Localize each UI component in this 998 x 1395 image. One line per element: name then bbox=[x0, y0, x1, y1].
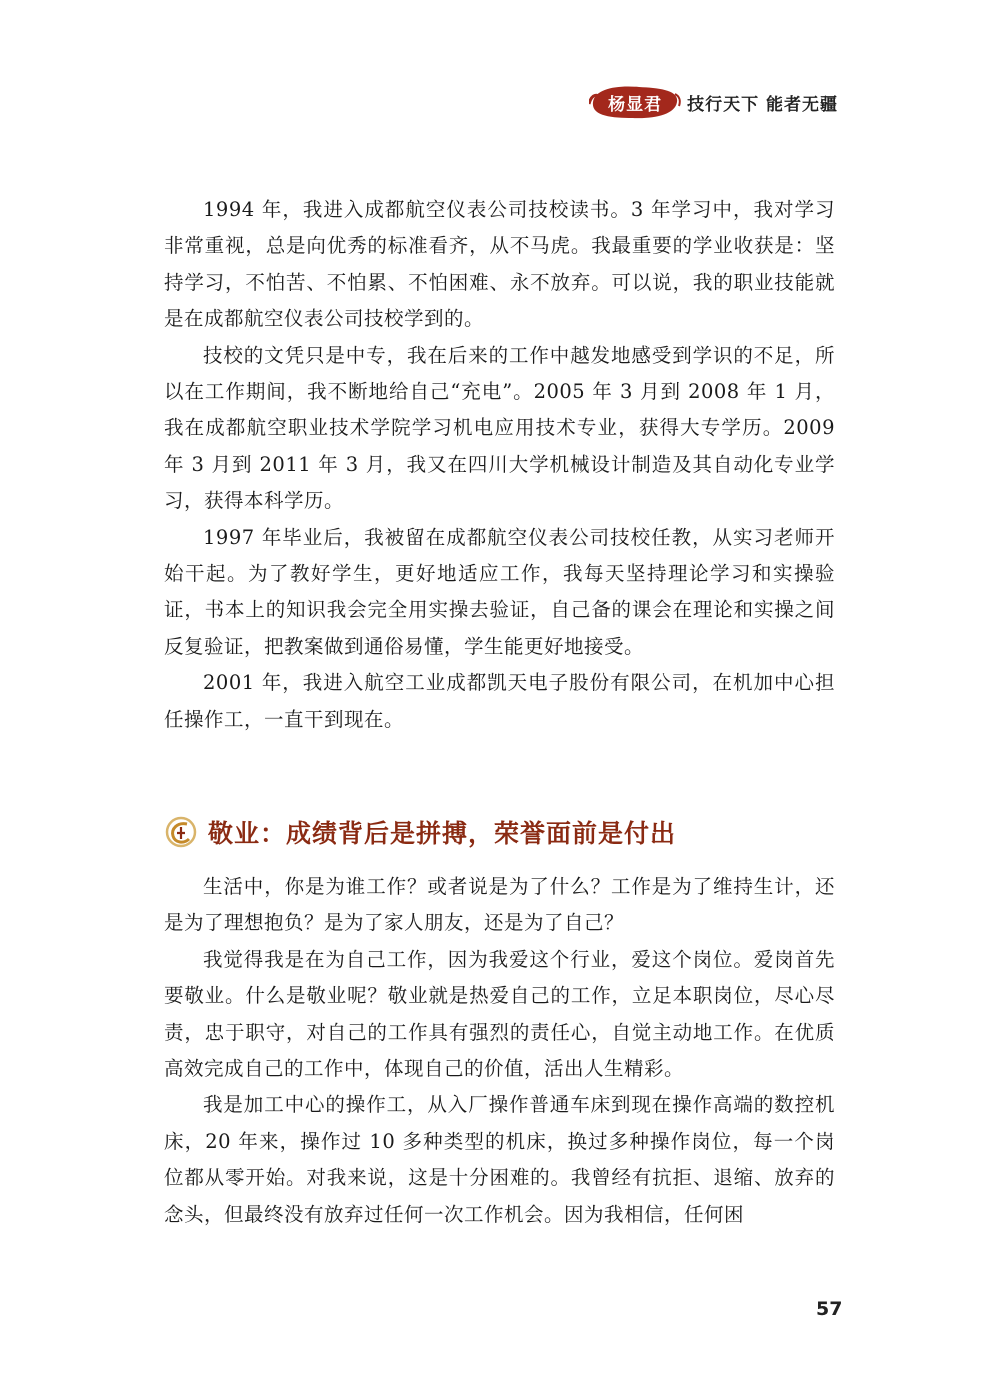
paragraph: 我觉得我是在为自己工作，因为我爱这个行业，爱这个岗位。爱岗首先要敬业。什么是敬业呢？敬业就是热爱自己的工作，立足本职岗位，尽心尽责，忠于职守，对自己的工作具有强烈的责任心，自觉主动地工作。在优质高效完成自己的工作中，体现自己的价值，活出人生精彩。 bbox=[164, 947, 835, 1081]
section-ornament-icon bbox=[164, 815, 198, 849]
section-heading bbox=[164, 814, 676, 850]
paragraph: 技校的文凭只是中专，我在后来的工作中越发地感受到学识的不足，所以在工作期间，我不断地给自己“充电”。2005 年 3 月到 2008 年 1 月，我在成都航空职业技术学院学习机电应用技术专业，获得大专学历。2009 年 3 月到 2011 年 3 月，我又在四川大学机械设计制造及其自动化专业学习，获得本科学历。 bbox=[164, 343, 835, 513]
section-title: 敬业：成绩背后是拼搏，荣誉面前是付出 bbox=[208, 819, 677, 848]
running-header bbox=[589, 82, 838, 122]
paragraph: 1994 年，我进入成都航空仪表公司技校读书。3 年学习中，我对学习非常重视，总是向优秀的标准看齐，从不马虎。我最重要的学业收获是：坚持学习，不怕苦、不怕累、不怕困难、永不放弃。可以说，我的职业技能就是在成都航空仪表公司技校学到的。 bbox=[164, 198, 835, 331]
section-2-body bbox=[164, 869, 835, 1233]
paragraph: 我是加工中心的操作工，从入厂操作普通车床到现在操作高端的数控机床，20 年来，操作过 10 多种类型的机床，换过多种操作岗位，每一个岗位都从零开始。对我来说，这是十分困难的。我曾经有抗拒、退缩、放弃的念头，但最终没有放弃过任何一次工作机会。因为我相信，任何困 bbox=[164, 1093, 835, 1226]
header-motto: 技行天下 能者无疆 bbox=[687, 94, 838, 115]
seal-name: 杨显君 bbox=[608, 94, 663, 115]
paragraph: 1997 年毕业后，我被留在成都航空仪表公司技校任教，从实习老师开始干起。为了教好学生，更好地适应工作，我每天坚持理论学习和实操验证，书本上的知识我会完全用实操去验证，自己备的课会在理论和实操之间反复验证，把教案做到通俗易懂，学生能更好地接受。 bbox=[164, 525, 835, 658]
name-seal bbox=[589, 82, 681, 122]
paragraph: 2001 年，我进入航空工业成都凯天电子股份有限公司，在机加中心担任操作工，一直干到现在。 bbox=[164, 671, 835, 731]
page-number: 57 bbox=[816, 1298, 843, 1320]
section-1-body bbox=[164, 192, 835, 738]
paragraph: 生活中，你是为谁工作？或者说是为了什么？工作是为了维持生计，还是为了理想抱负？是为了家人朋友，还是为了自己？ bbox=[164, 875, 835, 935]
